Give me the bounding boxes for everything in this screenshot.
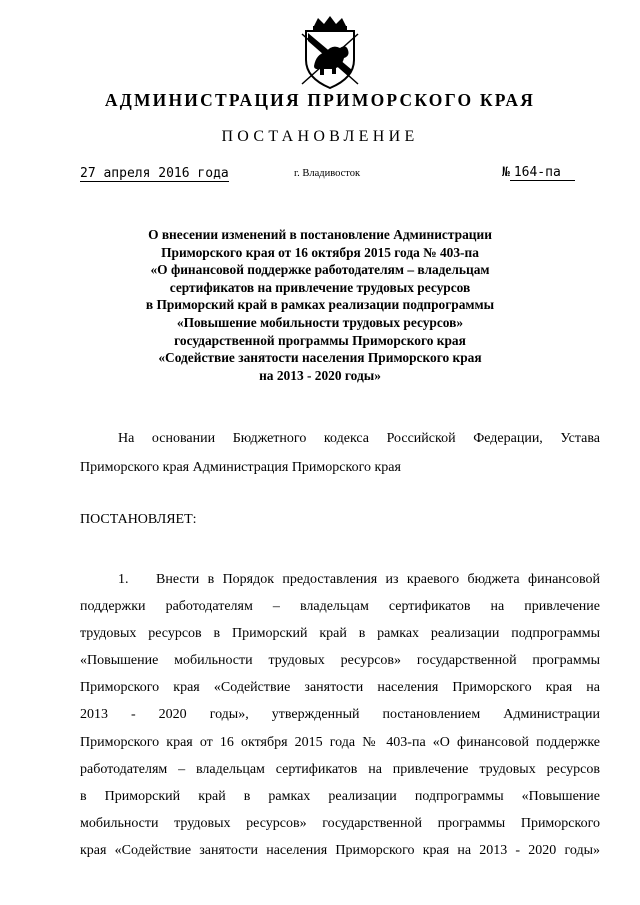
document-date — [80, 166, 229, 182]
date-month: апреля — [103, 166, 151, 181]
title-line: в Приморский край в рамках реализации подпрограммы — [145, 297, 495, 313]
title-line: сертификатов на привлечение трудовых ресурсов — [169, 279, 471, 295]
item-text: Внести в Порядок предоставления из краевого бюджета финансовой — [156, 572, 600, 587]
paragraph-line: «Повышение мобильности трудовых ресурсов» государственной программы — [80, 653, 600, 669]
title-line: «Повышение мобильности трудовых ресурсов» — [176, 314, 464, 330]
paragraph-line: мобильности трудовых ресурсов» государственной программы Приморского — [80, 815, 600, 831]
title-line: «О финансовой поддержке работодателям – владельцам — [150, 262, 490, 278]
item-first-line — [80, 566, 600, 593]
document-number — [502, 165, 575, 181]
preamble-paragraph — [80, 424, 600, 482]
paragraph-line: Приморского края от 16 октября 2015 года № 403-па «О финансовой поддержке — [80, 734, 600, 750]
paragraph-line: Приморского края Администрация Приморского края — [80, 460, 401, 475]
item-marker: 1. — [118, 572, 129, 587]
document-type: ПОСТАНОВЛЕНИЕ — [221, 128, 419, 145]
city: г. Владивосток — [294, 168, 361, 179]
title-line: «Содействие занятости населения Приморского края — [158, 350, 482, 366]
number-prefix: № — [502, 165, 510, 180]
date-day: 27 — [80, 166, 96, 181]
date-suffix: года — [197, 166, 229, 181]
paragraph-line: трудовых ресурсов в Приморский край в рамках реализации подпрограммы — [80, 626, 600, 642]
paragraph-line: 2013 - 2020 годы», утвержденный постановлением Администрации — [80, 707, 600, 723]
organization-name: АДМИНИСТРАЦИЯ ПРИМОРСКОГО КРАЯ — [104, 90, 536, 110]
title-line: Приморского края от 16 октября 2015 года № 403-па — [161, 244, 479, 260]
title-line: О внесении изменений в постановление Администрации — [148, 227, 492, 242]
paragraph-line: края «Содействие занятости населения Приморского края на 2013 - 2020 годы» — [80, 842, 600, 858]
date-year: 2016 — [158, 166, 190, 181]
number-value: 164-па — [513, 165, 561, 180]
title-line: на 2013 - 2020 годы» — [259, 367, 381, 383]
numbered-item-1 — [80, 566, 600, 864]
document-title — [110, 226, 530, 384]
paragraph-line: работодателям – владельцам сертификатов на привлечение трудовых ресурсов — [80, 761, 600, 777]
paragraph-line: в Приморский край в рамках реализации подпрограммы «Повышение — [80, 788, 600, 804]
paragraph-line: Приморского края «Содействие занятости населения Приморского края на — [80, 680, 600, 696]
paragraph-line: поддержки работодателям – владельцам сертификатов на привлечение — [80, 599, 600, 615]
paragraph-line: На основании Бюджетного кодекса Российской Федерации, Устава — [118, 431, 600, 446]
coat-of-arms-icon — [298, 14, 362, 90]
enacting-word: ПОСТАНОВЛЯЕТ: — [80, 512, 197, 527]
title-line: государственной программы Приморского края — [174, 332, 466, 348]
